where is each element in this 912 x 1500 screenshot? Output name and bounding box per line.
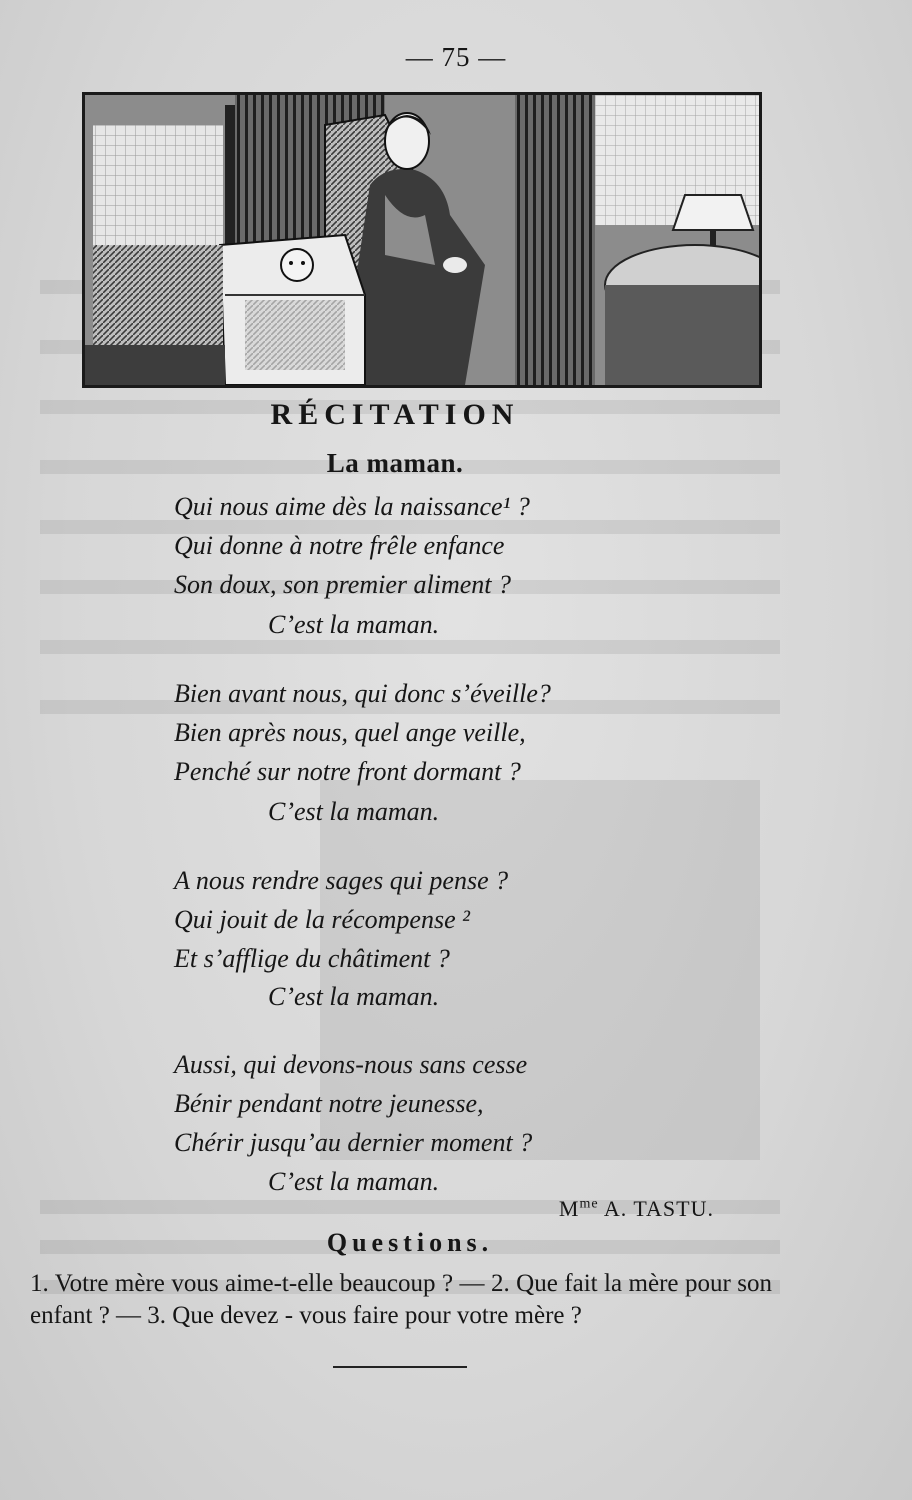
poem-refrain: C’est la maman. <box>268 982 440 1011</box>
poem-line: Chérir jusqu’au dernier moment ? <box>174 1128 533 1157</box>
section-heading: RÉCITATION <box>270 398 520 431</box>
poem-line: Bien avant nous, qui donc s’éveille? <box>174 679 551 708</box>
poem-line: Qui jouit de la récompense ² <box>174 905 470 934</box>
lamp-icon <box>673 195 753 230</box>
author-name: A. TASTU. <box>598 1196 714 1221</box>
poem-refrain: C’est la maman. <box>268 797 440 826</box>
engraving-drawing <box>85 95 759 385</box>
questions-text: 1. Votre mère vous aime-t-elle beaucoup ? — 2. Que fait la mère pour son enfant ? — 3. Que devez - vous faire pour votre mère ? <box>30 1270 772 1329</box>
poem-line: Penché sur notre front dormant ? <box>174 757 521 786</box>
poem-refrain: C’est la maman. <box>268 1167 440 1196</box>
poem-line: Son doux, son premier aliment ? <box>174 570 511 599</box>
author-prefix: M <box>558 1196 580 1221</box>
closing-rule <box>333 1366 467 1368</box>
poem-line: Qui nous aime dès la naissance¹ ? <box>174 492 530 521</box>
poem-title: La maman. <box>326 448 464 478</box>
mother-and-sleeping-baby-engraving <box>82 92 762 388</box>
baby-face-icon <box>281 249 313 281</box>
poem-line: A nous rendre sages qui pense ? <box>174 866 509 895</box>
poem-refrain: C’est la maman. <box>268 610 440 639</box>
page-number: — 75 — <box>405 42 507 72</box>
poem-line: Et s’afflige du châtiment ? <box>174 944 450 973</box>
poem-line: Bénir pendant notre jeunesse, <box>174 1089 484 1118</box>
poem-line: Qui donne à notre frêle enfance <box>174 531 505 560</box>
questions-heading: Questions. <box>326 1228 494 1257</box>
poem-author <box>559 1196 714 1222</box>
author-prefix-superscript: me <box>579 1196 599 1212</box>
poem-line: Aussi, qui devons-nous sans cesse <box>174 1050 528 1079</box>
poem-line: Bien après nous, quel ange veille, <box>174 718 526 747</box>
